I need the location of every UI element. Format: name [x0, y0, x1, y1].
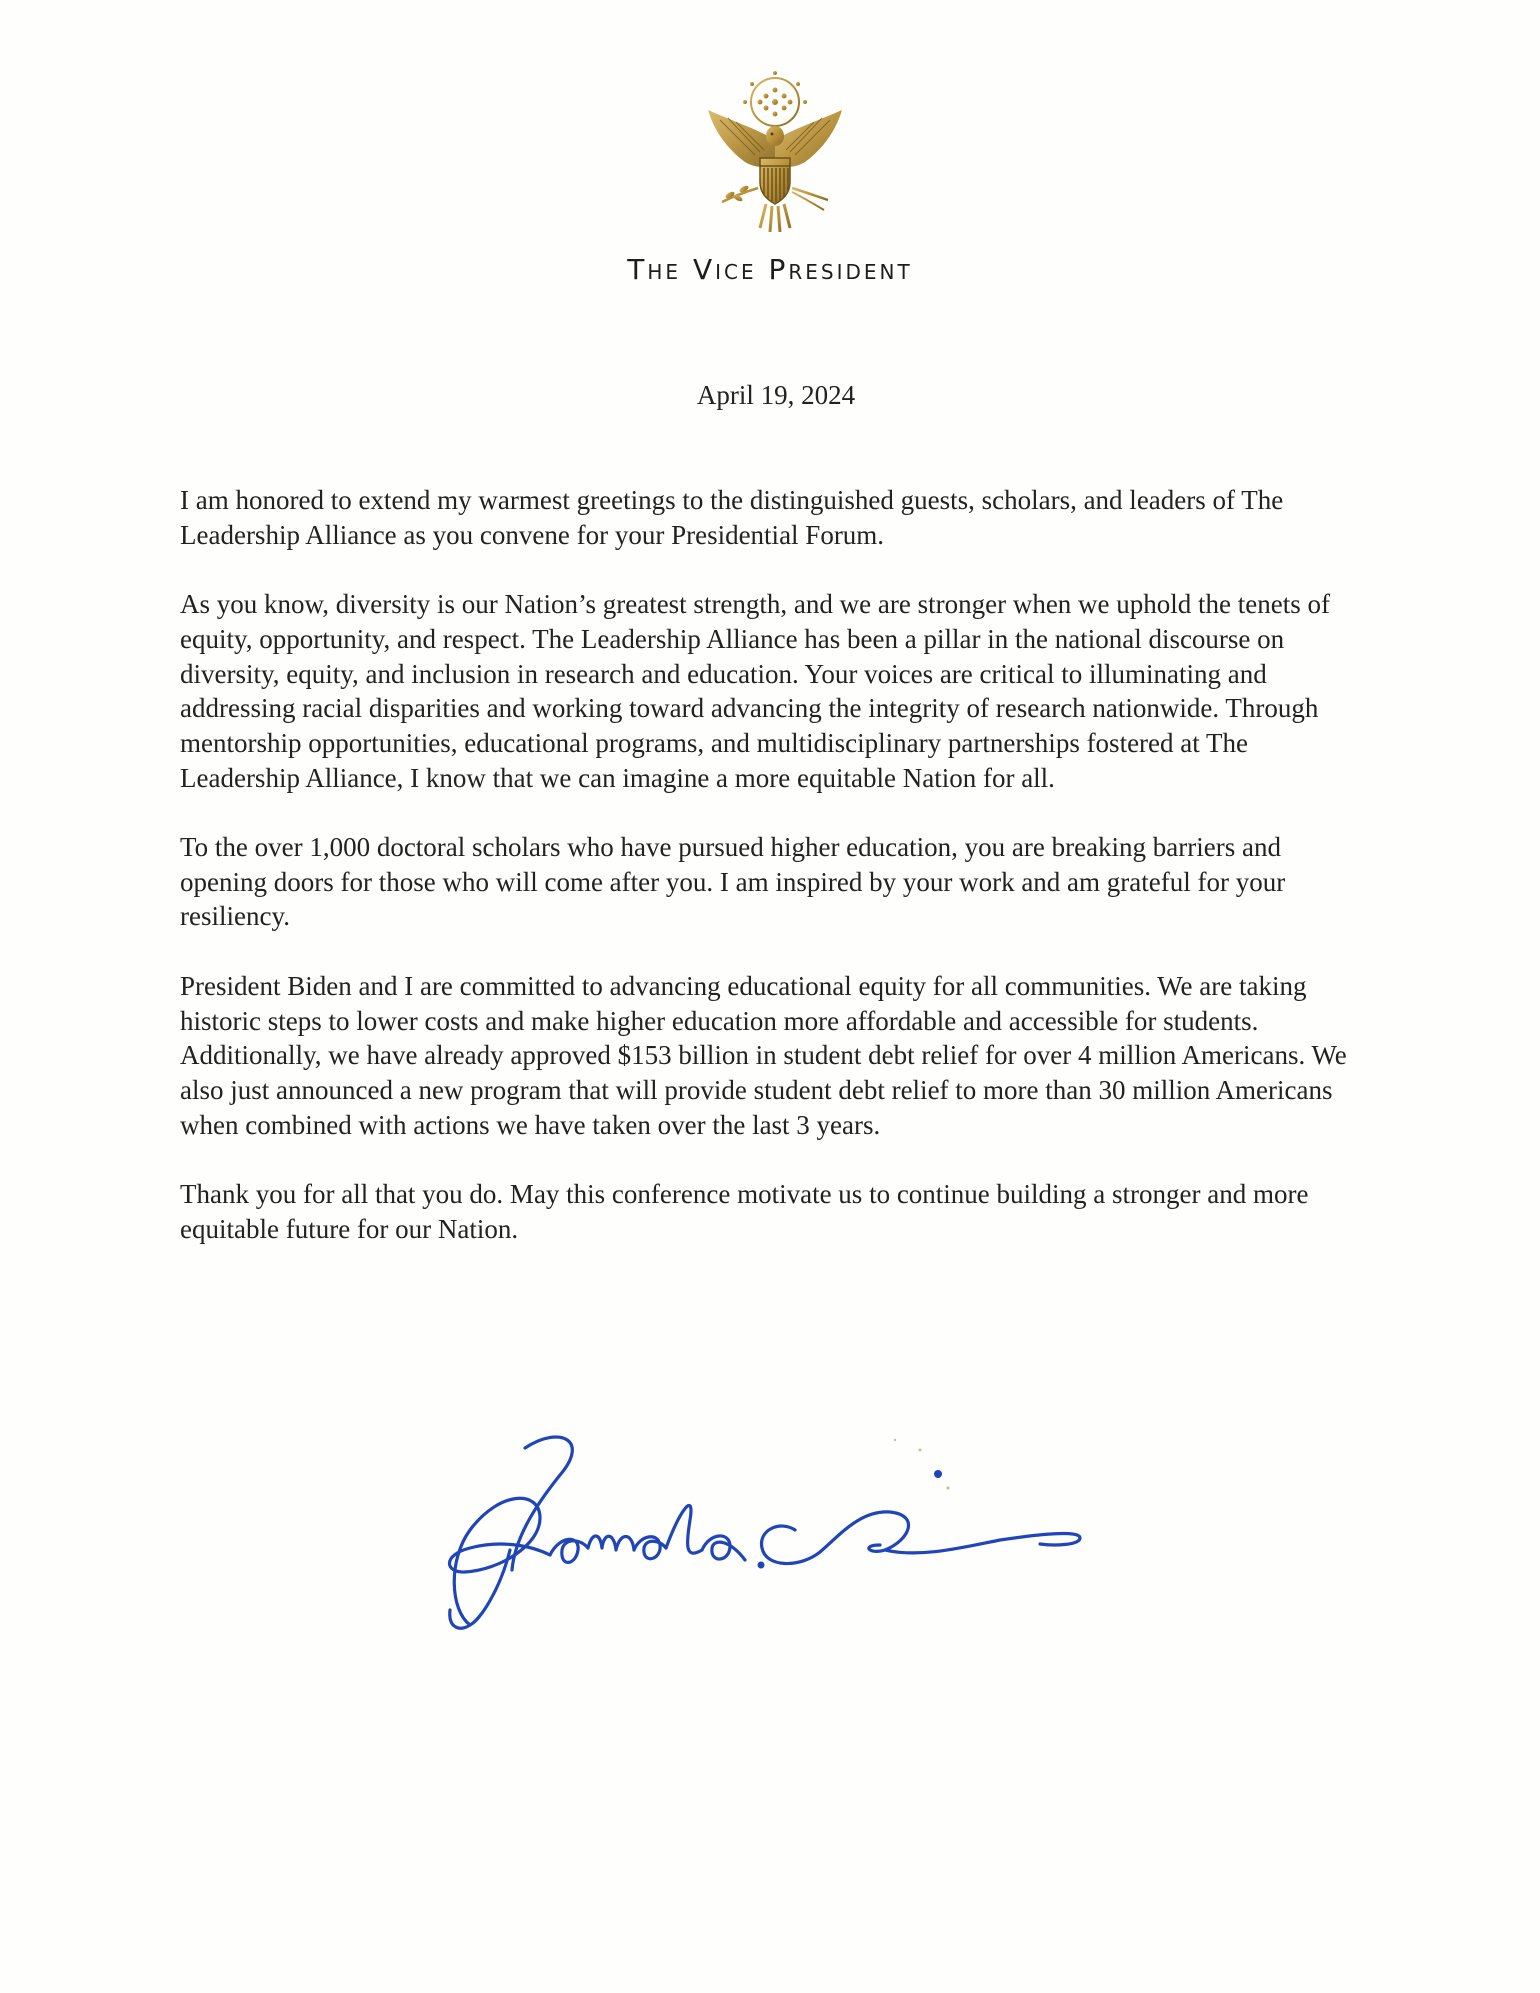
letter-body [180, 483, 1360, 1281]
letterhead-title: The Vice President [627, 253, 913, 286]
paragraph: As you know, diversity is our Nation’s greatest strength, and we are stronger when we uphold the tenets of equity, opportunity, and respect. The Leadership Alliance has been a pillar in the national discourse on diversity, equity, and inclusion in research and education. Your voices are critical to illuminating and addressing racial disparities and working toward advancing the integrity of research nationwide. Through mentorship opportunities, educational programs, and multidisciplinary partnerships fostered at The Leadership Alliance, I know that we can imagine a more equitable Nation for all. [180, 589, 1330, 793]
paragraph: Thank you for all that you do. May this conference motivate us to continue building a stronger and more equitable future for our Nation. [180, 1179, 1309, 1244]
signature-icon [440, 1420, 1140, 1650]
paragraph: President Biden and I are committed to advancing educational equity for all communities. We are taking historic steps to lower costs and make higher education more affordable and accessible for students. Additionally, we have already approved $153 billion in student debt relief for over 4 million Americans. We also just announced a new program that will provide student debt relief to more than 30 million Americans when combined with actions we have taken over the last 3 years. [180, 970, 1347, 1140]
eagle-seal-icon [700, 70, 850, 235]
letter-date: April 19, 2024 [696, 380, 856, 410]
paragraph: To the over 1,000 doctoral scholars who have pursued higher education, you are breaking barriers and opening doors for those who will come after you. I am inspired by your work and am grateful for your resiliency. [180, 832, 1286, 932]
paragraph: I am honored to extend my warmest greetings to the distinguished guests, scholars, and leaders of The Leadership Alliance as you convene for your Presidential Forum. [180, 485, 1284, 550]
